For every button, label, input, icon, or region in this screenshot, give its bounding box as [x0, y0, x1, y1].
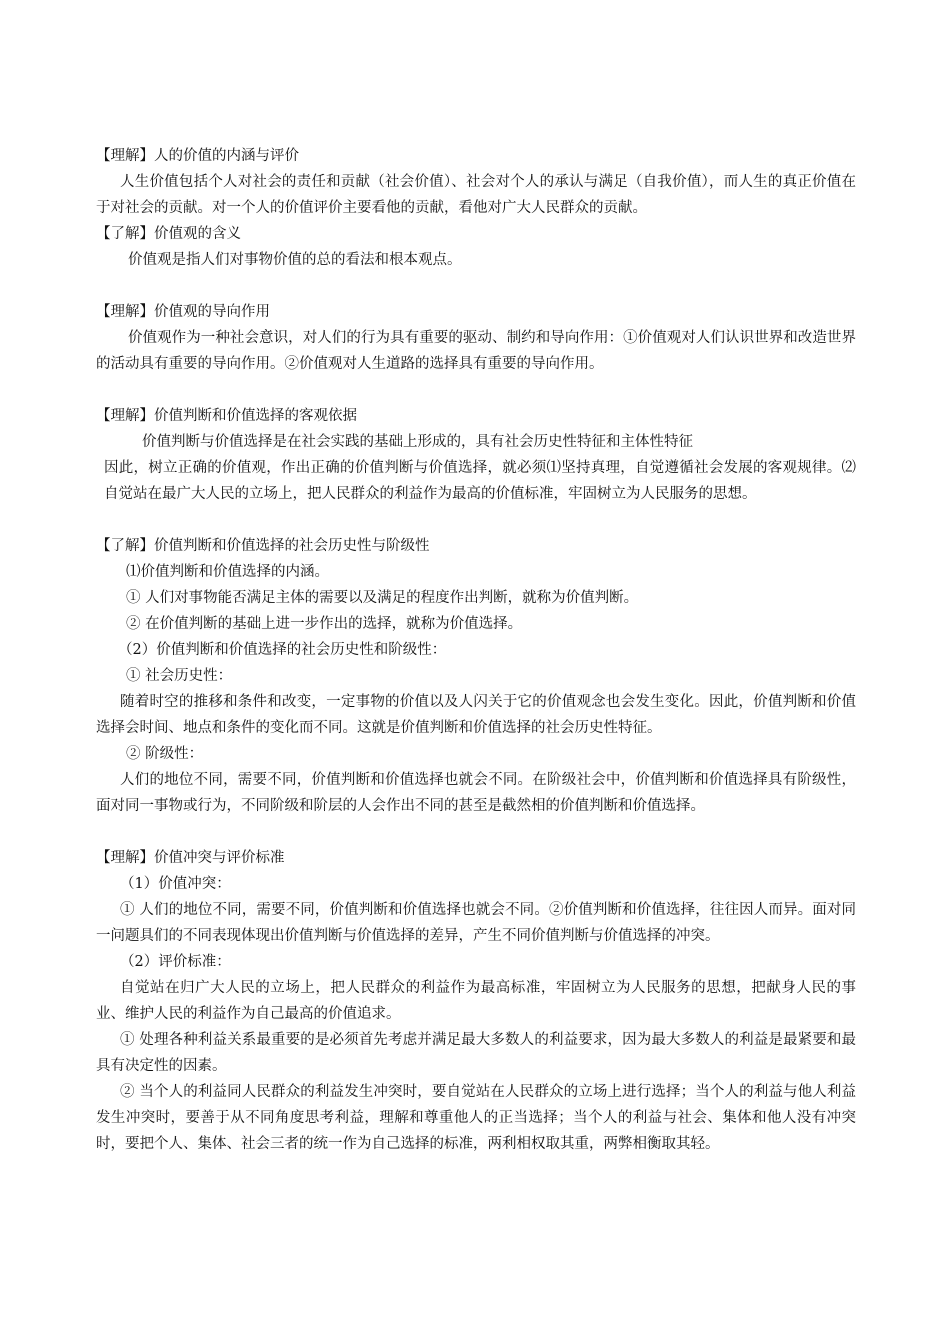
section-heading [96, 143, 856, 169]
section-value-guidance [96, 299, 856, 377]
paragraph: 人们的地位不同，需要不同，价值判断和价值选择也就会不同。在阶级社会中，价值判断和价值选择具有阶级性，面对同一事物或行为，不同阶级和阶层的人会作出不同的甚至是截然相的价值判断和价值选择。 [96, 772, 856, 814]
list-item: ⑴价值判断和价值选择的内涵。 [126, 564, 329, 580]
spacer [96, 273, 856, 299]
list-item: （1）价值冲突： [120, 876, 231, 892]
heading-title: 价值判断和价值选择的社会历史性与阶级性 [154, 538, 430, 554]
heading-title: 价值冲突与评价标准 [154, 850, 285, 866]
heading-title: 价值观的含义 [154, 226, 241, 242]
heading-tag: 【理解】 [96, 408, 154, 424]
document-page [96, 143, 856, 1157]
section-heading [96, 299, 856, 325]
paragraph: 价值观作为一种社会意识，对人们的行为具有重要的驱动、制约和导向作用：①价值观对人们认识世界和改造世界的活动具有重要的导向作用。②价值观对人生道路的选择具有重要的导向作用。 [96, 330, 856, 372]
paragraph: 因此，树立正确的价值观，作出正确的价值判断与价值选择，就必须⑴坚持真理，自觉遵循社会发展的客观规律。⑵自觉站在最广大人民的立场上，把人民群众的利益作为最高的价值标准，牢固树立为人民服务的思想。 [104, 460, 856, 502]
list-item: ① 人们对事物能否满足主体的需要以及满足的程度作出判断，就称为价值判断。 [126, 590, 639, 606]
paragraph: ① 人们的地位不同，需要不同，价值判断和价值选择也就会不同。②价值判断和价值选择，往往因人而异。面对同一问题具们的不同表现体现出价值判断与价值选择的差异，产生不同价值判断与价值选择的冲突。 [96, 902, 856, 944]
list-item: ② 在价值判断的基础上进一步作出的选择，就称为价值选择。 [126, 616, 523, 632]
heading-tag: 【了解】 [96, 226, 154, 242]
list-item: ② 阶级性： [126, 746, 204, 762]
heading-tag: 【理解】 [96, 304, 154, 320]
paragraph: 价值观是指人们对事物价值的总的看法和根本观点。 [128, 252, 462, 268]
list-item: （2）价值判断和价值选择的社会历史性和阶级性： [118, 642, 447, 658]
heading-tag: 【了解】 [96, 538, 154, 554]
section-heading [96, 533, 856, 559]
paragraph: ① 处理各种利益关系最重要的是必须首先考虑并满足最大多数人的利益要求，因为最大多数人的利益是最紧要和最具有决定性的因素。 [96, 1032, 856, 1074]
section-objective-basis [96, 403, 856, 507]
paragraph: ② 当个人的利益同人民群众的利益发生冲突时，要自觉站在人民群众的立场上进行选择；当个人的利益与他人利益发生冲突时，要善于从不同角度思考利益，理解和尊重他人的正当选择；当个人的利益与社会、集体和他人没有冲突时，要把个人、集体、社会三者的统一作为自己选择的标准，两利相权取其重，两弊相衡取其轻。 [96, 1084, 856, 1152]
spacer [96, 507, 856, 533]
section-human-value [96, 143, 856, 221]
heading-title: 价值观的导向作用 [154, 304, 270, 320]
heading-title: 人的价值的内涵与评价 [154, 148, 299, 164]
paragraph: 人生价值包括个人对社会的责任和贡献（社会价值）、社会对个人的承认与满足（自我价值），而人生的真正价值在于对社会的贡献。对一个人的价值评价主要看他的贡献，看他对广大人民群众的贡献。 [96, 174, 856, 216]
section-heading [96, 845, 856, 871]
list-item: ① 社会历史性： [126, 668, 233, 684]
heading-tag: 【理解】 [96, 850, 154, 866]
section-conflict-standard [96, 845, 856, 1157]
paragraph: 价值判断与价值选择是在社会实践的基础上形成的，具有社会历史性特征和主体性特征 [142, 434, 693, 450]
heading-title: 价值判断和价值选择的客观依据 [154, 408, 357, 424]
paragraph: 自觉站在归广大人民的立场上，把人民群众的利益作为最高标准，牢固树立为人民服务的思想，把献身人民的事业、维护人民的利益作为自己最高的价值追求。 [96, 980, 856, 1022]
section-heading [96, 403, 856, 429]
spacer [96, 819, 856, 845]
section-historicity-class [96, 533, 856, 819]
section-value-definition [96, 221, 856, 273]
heading-tag: 【理解】 [96, 148, 154, 164]
list-item: （2）评价标准： [120, 954, 231, 970]
paragraph: 随着时空的推移和条件和改变，一定事物的价值以及人闪关于它的价值观念也会发生变化。因此，价值判断和价值选择会时间、地点和条件的变化而不同。这就是价值判断和价值选择的社会历史性特征。 [96, 694, 856, 736]
spacer [96, 377, 856, 403]
section-heading [96, 221, 856, 247]
